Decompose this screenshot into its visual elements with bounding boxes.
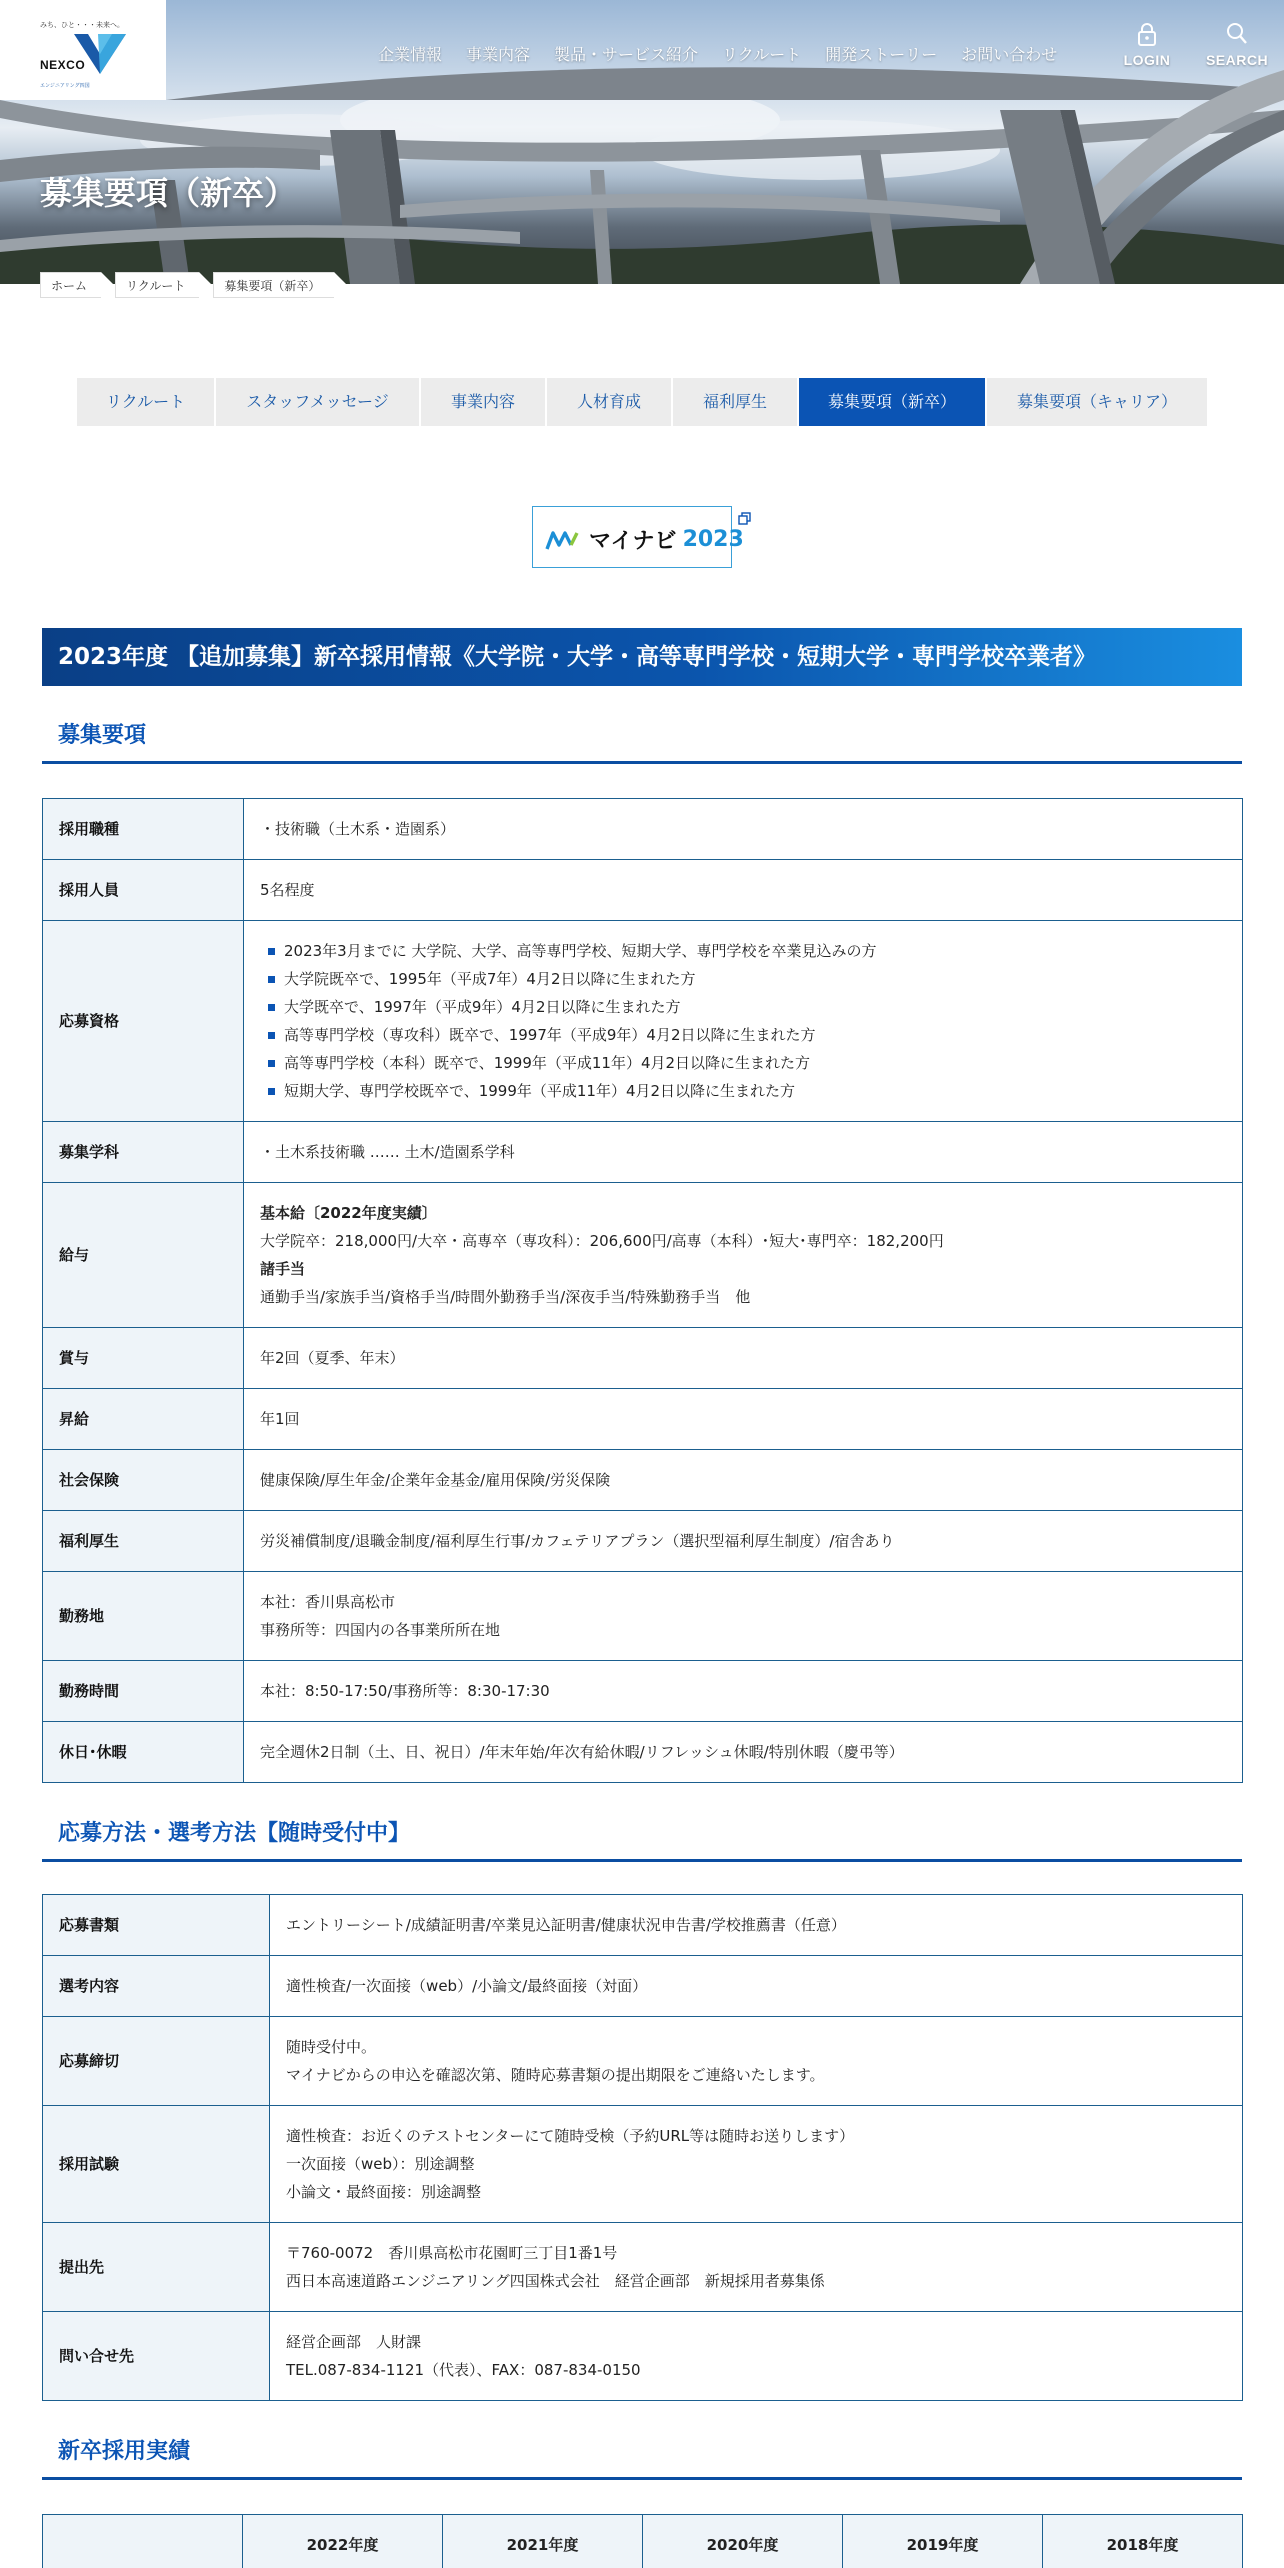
table-row [43, 1328, 1243, 1389]
tab-requirements-new[interactable]: 募集要項（新卒） [799, 378, 987, 426]
row-label-deadline: 応募締切 [43, 2017, 270, 2106]
breadcrumb-current: 募集要項（新卒） [213, 272, 334, 298]
year-header: 2021年度 [443, 2515, 643, 2568]
table-row [43, 2017, 1243, 2106]
row-label-contact: 問い合せ先 [43, 2312, 270, 2401]
mynavi-logo-icon [545, 529, 583, 551]
logo-subtitle: エンジニアリング四国 [40, 83, 90, 89]
list-item: 高等専門学校（専攻科）既卒で、1997年（平成9年）4月2日以降に生まれた方 [260, 1021, 1226, 1049]
submit-line: 〒760-0072 香川県高松市花園町三丁目1番1号 [286, 2244, 618, 2262]
application-table [42, 1894, 1243, 2401]
nav-item-business[interactable]: 事業内容 [466, 45, 531, 64]
contact-line: TEL.087-834-1121（代表）、FAX：087-834-0150 [286, 2361, 641, 2379]
row-value-job-type: ・技術職（土木系・造園系） [244, 799, 1243, 860]
location-line: 本社：香川県高松市 [260, 1593, 396, 1611]
recruitment-banner: 2023年度 【追加募集】新卒採用情報《大学院・大学・高等専門学校・短期大学・専門学校卒業者》 [42, 628, 1242, 686]
search-label: SEARCH [1205, 52, 1269, 68]
row-label-salary: 給与 [43, 1183, 244, 1328]
nav-item-contact[interactable]: お問い合わせ [961, 45, 1058, 64]
logo-tagline: みち、ひと・・・未来へ。 [40, 21, 124, 29]
year-header: 2020年度 [643, 2515, 843, 2568]
table-header-row [43, 2515, 1243, 2568]
header-empty-cell [43, 2515, 243, 2568]
table-row [43, 2223, 1243, 2312]
section-heading-requirements [42, 706, 1242, 764]
tab-business[interactable]: 事業内容 [421, 378, 547, 426]
list-item: 大学院既卒で、1995年（平成7年）4月2日以降に生まれた方 [260, 965, 1226, 993]
exam-line: 一次面接（web）：別途調整 [286, 2155, 475, 2173]
location-line: 事務所等：四国内の各事業所所在地 [260, 1621, 501, 1639]
row-label-welfare: 福利厚生 [43, 1511, 244, 1572]
row-label-headcount: 採用人員 [43, 860, 244, 921]
row-label-job-type: 採用職種 [43, 799, 244, 860]
table-row [43, 1572, 1243, 1661]
tab-recruit[interactable]: リクルート [77, 378, 216, 426]
mynavi-link[interactable] [532, 506, 744, 568]
row-label-documents: 応募書類 [43, 1895, 270, 1956]
search-button[interactable] [1202, 22, 1272, 68]
row-value-insurance: 健康保険/厚生年金/企業年金基金/雇用保険/労災保険 [244, 1450, 1243, 1511]
table-row [43, 2312, 1243, 2401]
row-label-raise: 昇給 [43, 1389, 244, 1450]
tab-requirements-career[interactable]: 募集要項（キャリア） [1016, 392, 1177, 411]
tab-staff-message[interactable]: スタッフメッセージ [216, 378, 421, 426]
nav-item-products[interactable]: 製品・サービス紹介 [554, 45, 699, 64]
table-row [43, 1661, 1243, 1722]
row-label-holidays: 休日･休暇 [43, 1722, 244, 1783]
year-header: 2019年度 [843, 2515, 1043, 2568]
row-label-location: 勤務地 [43, 1572, 244, 1661]
breadcrumb [40, 272, 348, 298]
table-row [43, 1183, 1243, 1328]
row-label-eligibility: 応募資格 [43, 921, 244, 1122]
row-label-exam: 採用試験 [43, 2106, 270, 2223]
eligibility-list [260, 937, 1226, 1105]
year-header: 2018年度 [1043, 2515, 1243, 2568]
login-label: LOGIN [1123, 52, 1171, 68]
hero-banner [0, 0, 1284, 284]
table-row [43, 1450, 1243, 1511]
table-row [43, 921, 1243, 1122]
logo-area[interactable] [0, 0, 166, 100]
exam-line: 適性検査：お近くのテストセンターにて随時受検（予約URL等は随時お送りします） [286, 2127, 855, 2145]
section-heading-text: 応募方法・選考方法【随時受付中】 [58, 1821, 411, 1846]
row-value-headcount: 5名程度 [244, 860, 1243, 921]
row-label-bonus: 賞与 [43, 1328, 244, 1389]
breadcrumb-home[interactable]: ホーム [40, 272, 101, 298]
row-label-selection: 選考内容 [43, 1956, 270, 2017]
global-nav [366, 42, 1069, 65]
row-label-insurance: 社会保険 [43, 1450, 244, 1511]
tab-welfare[interactable]: 福利厚生 [673, 378, 799, 426]
row-label-hours: 勤務時間 [43, 1661, 244, 1722]
table-row [43, 1722, 1243, 1783]
year-header: 2022年度 [243, 2515, 443, 2568]
exam-line: 小論文・最終面接：別途調整 [286, 2183, 482, 2201]
logo-text: NEXCO [40, 58, 86, 72]
deadline-line: マイナビからの申込を確認次第、随時応募書類の提出期限をご連絡いたします。 [286, 2066, 825, 2084]
section-heading-application [42, 1804, 1242, 1862]
table-row [43, 1511, 1243, 1572]
table-row [43, 1956, 1243, 2017]
salary-allowance-value: 通勤手当/家族手当/資格手当/時間外勤務手当/深夜手当/特殊勤務手当 他 [260, 1288, 751, 1306]
nav-item-recruit[interactable]: リクルート [722, 45, 802, 64]
section-heading-results [42, 2422, 1242, 2480]
contact-line: 経営企画部 人財課 [286, 2333, 422, 2351]
row-label-departments: 募集学科 [43, 1122, 244, 1183]
lock-icon [1137, 22, 1157, 46]
row-label-submit-to: 提出先 [43, 2223, 270, 2312]
table-row [43, 2106, 1243, 2223]
results-table [42, 2514, 1243, 2568]
list-item: 2023年3月までに 大学院、大学、高等専門学校、短期大学、専門学校を卒業見込みの方 [260, 937, 1226, 965]
row-value-holidays: 完全週休2日制（土、日、祝日）/年末年始/年次有給休暇/リフレッシュ休暇/特別休暇（慶弔等） [244, 1722, 1243, 1783]
table-row [43, 1895, 1243, 1956]
deadline-line: 随時受付中。 [286, 2038, 377, 2056]
nav-item-company[interactable]: 企業情報 [378, 45, 443, 64]
salary-allowance-title: 諸手当 [260, 1260, 306, 1278]
table-row [43, 1389, 1243, 1450]
mynavi-year: 2023 [682, 527, 744, 552]
row-value-departments: ・土木系技術職 …… 土木/造園系学科 [244, 1122, 1243, 1183]
table-row [43, 860, 1243, 921]
submit-line: 西日本高速道路エンジニアリング四国株式会社 経営企画部 新規採用者募集係 [286, 2272, 825, 2290]
page-title: 募集要項（新卒） [40, 174, 297, 212]
row-value-hours: 本社：8:50-17:50/事務所等：8:30-17:30 [244, 1661, 1243, 1722]
search-icon [1226, 22, 1248, 46]
tab-training[interactable]: 人材育成 [547, 378, 673, 426]
row-value-documents: エントリーシート/成績証明書/卒業見込証明書/健康状況申告書/学校推薦書（任意） [270, 1895, 1243, 1956]
external-link-icon [738, 512, 751, 525]
section-heading-text: 募集要項 [58, 723, 147, 748]
nav-item-story[interactable]: 開発ストーリー [825, 45, 938, 64]
row-value-selection: 適性検査/一次面接（web）/小論文/最終面接（対面） [270, 1956, 1243, 2017]
login-button[interactable] [1112, 22, 1182, 68]
salary-base-value: 大学院卒：218,000円/大卒・高専卒（専攻科）：206,600円/高専（本科）･短大･専門卒：182,200円 [260, 1232, 944, 1250]
row-value-bonus: 年2回（夏季、年末） [244, 1328, 1243, 1389]
salary-base-title: 基本給〔2022年度実績〕 [260, 1204, 437, 1222]
row-value-raise: 年1回 [244, 1389, 1243, 1450]
row-value-welfare: 労災補償制度/退職金制度/福利厚生行事/カフェテリアプラン（選択型福利厚生制度）/宿舎あり [244, 1511, 1243, 1572]
recruit-tabs [77, 378, 1207, 426]
section-heading-text: 新卒採用実績 [58, 2439, 191, 2464]
requirements-table [42, 798, 1243, 1783]
table-row [43, 799, 1243, 860]
list-item: 短期大学、専門学校既卒で、1999年（平成11年）4月2日以降に生まれた方 [260, 1077, 1226, 1105]
table-row [43, 1122, 1243, 1183]
list-item: 大学既卒で、1997年（平成9年）4月2日以降に生まれた方 [260, 993, 1226, 1021]
list-item: 高等専門学校（本科）既卒で、1999年（平成11年）4月2日以降に生まれた方 [260, 1049, 1226, 1077]
breadcrumb-recruit[interactable]: リクルート [115, 272, 199, 298]
mynavi-label: マイナビ [589, 529, 677, 554]
